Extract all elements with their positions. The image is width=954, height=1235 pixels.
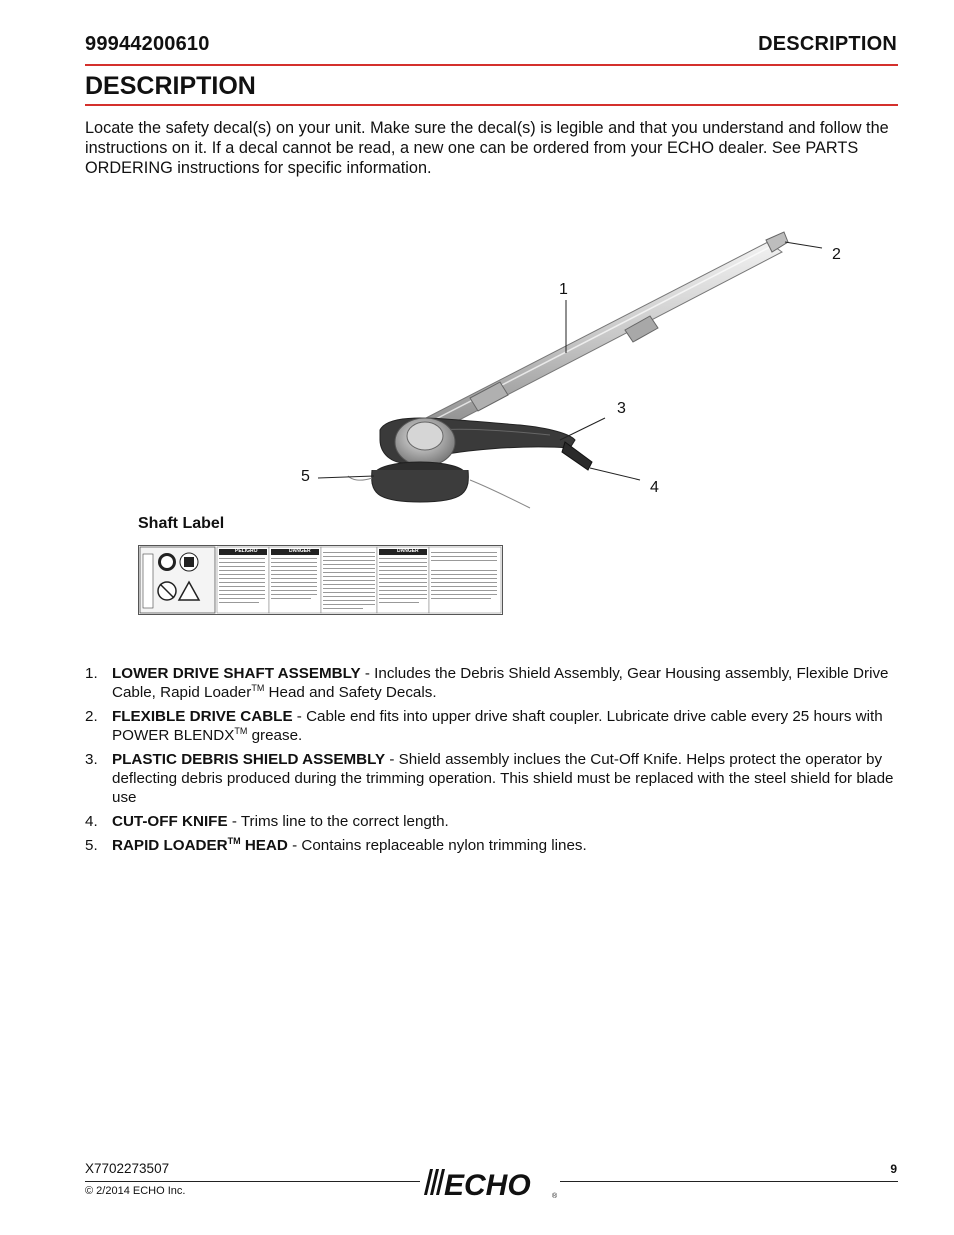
item-name: FLEXIBLE DRIVE CABLE [112,708,293,725]
callout-5: 5 [301,468,310,485]
shaft-decal [138,545,503,615]
item-number: 4. [85,813,98,830]
title-rule [85,104,898,106]
shaft-label-caption: Shaft Label [138,515,225,532]
callout-3: 3 [617,400,626,417]
item-number: 5. [85,837,98,854]
page-header [85,33,897,57]
item-text: - Includes the Debris Shield Assembly, Gear Housing assembly, Flexible Drive Cable, Rapid Loader [112,665,889,701]
callout-4: 4 [650,479,659,496]
echo-logo [420,1165,560,1201]
item-name: PLASTIC DEBRIS SHIELD ASSEMBLY [112,751,386,768]
list-item [85,707,897,745]
no-bystanders-icon [158,582,176,600]
gear-housing [395,418,455,466]
trimmer-line [470,480,530,508]
safety-glasses-icon [158,553,176,571]
drive-shaft [426,232,788,430]
leader-line-2 [785,242,822,248]
decal-title-danger-2: DANGER [397,548,419,554]
trimmer-drawing [300,230,860,515]
leader-line-3 [560,418,605,440]
echo-logo-mark [420,1165,560,1201]
trimmer-illustration [300,230,860,515]
read-manual-icon [180,553,198,571]
list-item [85,750,897,807]
decal-title-danger: DANGER [289,548,311,554]
decal-title-peligro: PELIGRO [235,548,258,554]
leader-line-5 [318,476,374,478]
echo-wordmark: ECHO [444,1169,531,1201]
item-name [112,837,288,854]
item-number: 2. [85,708,98,725]
list-item [85,664,897,702]
trademark: TM [234,726,248,736]
header-rule [85,64,898,66]
item-text: - Contains replaceable nylon trimming lines. [287,837,587,854]
item-text-end: grease. [247,727,303,744]
leader-line-4 [590,468,640,480]
page-title: DESCRIPTION [85,72,256,100]
document-code: X7702273507 [85,1161,170,1176]
item-text: - Cable end fits into upper drive shaft coupler. Lubricate drive cable every 25 hours with POWER BLENDX [112,708,883,744]
page-number: 9 [890,1162,897,1176]
item-text: - Trims line to the correct length. [227,813,449,830]
callout-2: 2 [832,246,841,263]
component-list [85,664,897,860]
registered-mark: ® [552,1193,558,1200]
part-number: 99944200610 [85,33,210,55]
callout-1: 1 [559,281,568,298]
rapid-loader-head [372,462,469,502]
decal-drawing [139,546,502,614]
item-number: 1. [85,665,98,682]
item-text: - Shield assembly inclues the Cut-Off Knife. Helps protect the operator by deflecting debris produced during the trimming operation. This shield must be replaced with the steel shield for blade use [112,751,894,806]
list-item [85,812,897,831]
item-name-part: RAPID LOADER [112,837,228,854]
copyright: © 2/2014 ECHO Inc. [85,1185,186,1197]
item-name: LOWER DRIVE SHAFT ASSEMBLY [112,665,361,682]
item-name-part: HEAD [240,837,288,854]
list-item [85,836,897,855]
item-text-end: Head and Safety Decals. [264,684,437,701]
item-name: CUT-OFF KNIFE [112,813,228,830]
section-name: DESCRIPTION [758,33,897,55]
item-number: 3. [85,751,98,768]
intro-paragraph: Locate the safety decal(s) on your unit. Make sure the decal(s) is legible and that you understand and follow the instructions on it. If a decal cannot be read, a new one can be ordered from your ECHO dealer. See PARTS ORDERING instructions for specific information. [85,119,889,177]
trademark: TM [251,683,265,693]
trademark: TM [227,836,241,846]
